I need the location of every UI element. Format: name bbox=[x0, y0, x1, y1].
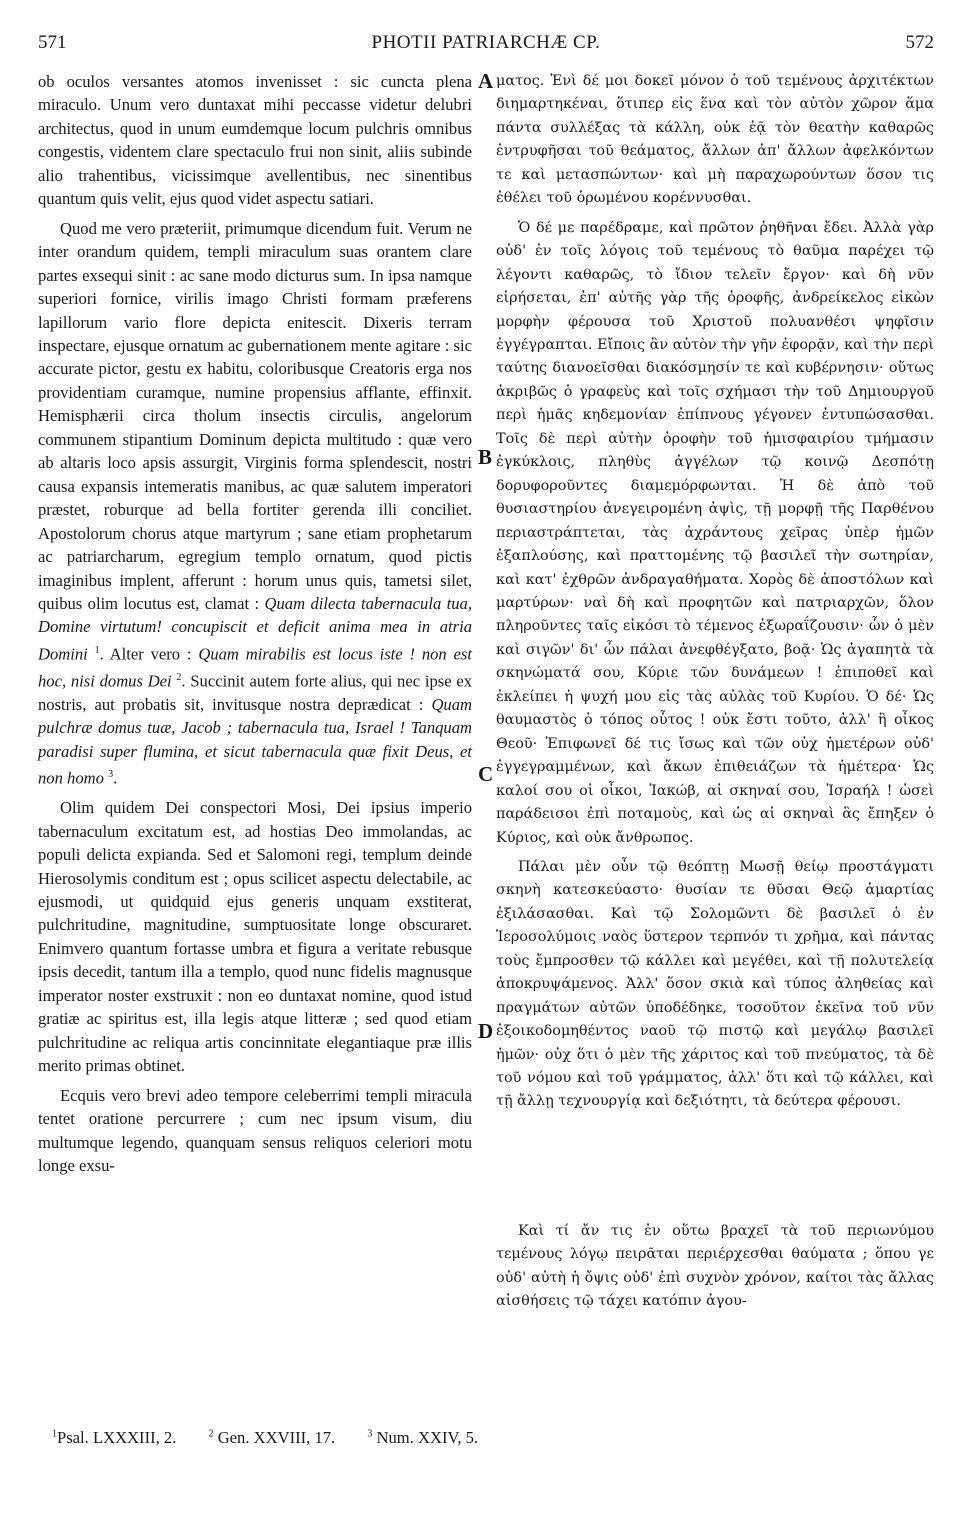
latin-paragraph-2: Quod me vero præteriit, primumque dicendum fuit. Verum ne inter orandum quidem, templi miraculum suas orantem clare partes exsequi sinit : ac sane modo dicturus sum. In ipsa namque superiori fornice, virilis imago Christi formam præferens lapillorum vario flore depicta enitescit. Dixeris terram inspectare, ejusque ornatum ac gubernationem mente agitare : sic accurate pictor, gestu ex habitu, coloribusque Creatoris erga nos providentiam curamque, numine propensius afflante, effinxit. Hemisphærii circa tholum insectis circulis, angelorum communem stipantium Dominum depicta multitudo : quæ vero ab altaris loco apsis assurgit, Virginis forma splendescit, nostri causa expansis intemeratis manibus, ac quæ salutem imperatori præstet, roburque ad bella fortiter gerenda illi conciliet. Apostolorum chorus atque martyrum ; sane etiam prophetarum ac patriarcharum, egregium templo ornatum, quod pictis imaginibus implent, afferunt : horum unus quis, tametsi silet, quibus olim locutus est, clamat : Quam dilecta tabernacula tua, Domine virtutum! concupiscit et deficit anima mea in atria Domini $^1$. Alter vero : Quam mirabilis est locus iste ! non est hoc, nisi domus Dei $^2$. Succinit autem forte alius, qui nec ipse ex nostris, aut probatis sit, invitusque nostra deprædicat : Quam pulchræ domus tuæ, Jacob ; tabernacula tua, Israel ! Tanquam paradisi super flumina, et sicut tabernacula quæ fixit Deus, et non homo $^3$. bbox=[38, 218, 473, 788]
latin-paragraph-4: Ecquis vero brevi adeo tempore celeberrimi templi miracula tentet oratione percurrere ; cum nec ipsum visum, diu multumque legendo, quanquam sensus reliquos celeriori motu longe exsu- bbox=[38, 1085, 472, 1175]
footnote-ref-3: 3 bbox=[108, 769, 114, 781]
greek-paragraph-3: Πάλαι μὲν οὖν τῷ θεόπτῃ Μωσῇ θείῳ προστάγματι σκηνὴ κατεσκεύαστο· θυσίαν τε θῦσαι Θεῷ ἁμαρτίας ἐξιλάσασθαι. Καὶ τῷ Σολομῶντι δὲ βασιλεῖ ὁ ἐν Ἱεροσολύμοις ναὸς ὕστερον τερπνόν τι χρῆμα, καὶ πάντας τοὺς ἔμπροσθεν τῷ κάλλει καὶ μεγέθει, καὶ τῇ πολυτελείᾳ ἀποκρυψάμενος. Ἀλλ' ὅσον σκιὰ καὶ τύπος ἀληθείας καὶ πραγμάτων αὐτῶν ὑποδέδηκε, τοσοῦτον ἐκεῖνα τοῦ νῦν ἐξοικοδομηθέντος ναοῦ τῷ πιστῷ καὶ μεγάλῳ βασιλεῖ ἡμῶν· οὐχ ὅτι ὁ μὲν τῆς χάριτος καὶ τοῦ πνεύματος, τὰ δὲ τοῦ νόμου καὶ τοῦ γράμματος, ἀλλ' ὅτι καὶ τῷ κάλλει, καὶ τῇ ἄλλῃ τεχνουργίᾳ καὶ δεξιότητι, τὰ δεύτερα φέρουσι. bbox=[496, 858, 934, 1110]
footnote-1: $^1$Psal. LXXXIII, 2. bbox=[52, 1428, 177, 1447]
greek-column bbox=[496, 70, 934, 1314]
psalm-quote: Quam dilecta tabernacula tua, Domine virtutum! concupiscit et deficit anima mea in atria Domini bbox=[38, 593, 473, 664]
marker-d: D bbox=[478, 1019, 494, 1043]
latin-column bbox=[38, 70, 472, 1177]
marker-b: B bbox=[478, 445, 493, 469]
running-title: PHOTII PATRIARCHÆ CP. bbox=[371, 32, 601, 53]
right-page-number: 572 bbox=[905, 32, 934, 53]
footnote-2: $^2$ Gen. XXVIII, 17. bbox=[208, 1428, 336, 1447]
greek-paragraph-4: Καὶ τί ἄν τις ἐν οὕτω βραχεῖ τὰ τοῦ περιωνύμου τεμένους λόγῳ πειρᾶται περιέρχεσθαι θαύματα ; ὅπου γε οὐδ' αὐτὴ ἡ ὄψις οὐδ' ἐπὶ συχνὸν χρόνον, καίτοι τὰς ἄλλας αἰσθήσεις τῷ τάχει κατόπιν ἀγου- bbox=[496, 1222, 934, 1310]
marker-c: C bbox=[478, 762, 494, 786]
marker-a: A bbox=[478, 69, 494, 93]
latin-paragraph-1: ob oculos versantes atomos invenisset : sic cuncta plena miraculo. Unum vero duntaxat mihi peccasse videtur delubri architectus, quod in unum eumdemque locum pulchris omnibus congestis, videntem clare spectaculo frui non sinit, aliis subinde alio trahentibus, vicissimque avellentibus, nec sinentibus quantum quis velit, ejus quod videt aspectu satiari. bbox=[38, 72, 472, 209]
greek-paragraph-1: ματος. Ἑνὶ δέ μοι δοκεῖ μόνον ὁ τοῦ τεμένους ἀρχιτέκτων διημαρτηκέναι, ὅτιπερ εἰς ἕνα καὶ τὸν αὐτὸν χῶρον ἅμα πάντα συλλέξας τὰ κάλλη, οὐκ ἐᾷ τὸν θεατὴν καθαρῶς ἐντρυφῆσαι τοῦ θεάματος, ἄλλων ἀπ' ἄλλων ἀφελκόντων τε καὶ μετασπώντων· καὶ μὴ παραχωρούντων ὅσον τις ἐθέλει τοῦ ὁρωμένου κορέννυσθαι. bbox=[496, 73, 934, 207]
latin-paragraph-3: Olim quidem Dei conspectori Mosi, Dei ipsius imperio tabernaculum excitatum est, ad hostias Deo immolandas, ac populi delicta expianda. Sed et Salomoni regi, templum deinde Hierosolymis conditum est ; opus scilicet aspectu delectabile, ac ejusmodi, ut quidquid ejus generis unquam exstiterat, pulchritudine, magnitudine, sumptuositate longe obscuraret. Enimvero quantum fortasse umbra et figura a veritate rebusque ipsis decedit, tantum illa a templo, quod nunc fidelis magnusque imperator noster exstruxit : non eo duntaxat nomine, quod istud gratiæ ac spiritus est, illa legis atque litteræ ; sed quod etiam pulchritudine ac reliqua artis concinnitate elegantiaque præ illis merito primas obtinet. bbox=[38, 798, 472, 1076]
footnotes bbox=[52, 1428, 652, 1448]
left-page-number: 571 bbox=[38, 32, 67, 53]
running-header bbox=[38, 32, 934, 60]
footnote-ref-1: 1 bbox=[94, 644, 100, 656]
footnote-3: $^3$ Num. XXIV, 5. bbox=[367, 1428, 479, 1447]
footnote-ref-2: 2 bbox=[176, 671, 182, 683]
genesis-quote: Quam mirabilis est locus iste ! non est hoc, nisi domus Dei bbox=[38, 644, 472, 691]
numbers-quote: Quam pulchræ domus tuæ, Jacob ; tabernacula tua, Israel ! Tanquam paradisi super flumina, et sicut tabernacula quæ fixit Deus, et non homo bbox=[38, 694, 472, 788]
greek-paragraph-2: Ὁ δέ με παρέδραμε, καὶ πρῶτον ῥηθῆναι ἔδει. Ἀλλὰ γὰρ οὐδ' ἐν τοῖς λόγοις τοῦ τεμένους τὸ θαῦμα παρέχει τῷ λέγοντι καθαρῶς, τὸ ἴδιον τελεῖν ἔργον· καὶ δὴ νῦν εἰρήσεται, ἐπ' αὐτῆς γὰρ τῆς ὀροφῆς, ἀνδρείκελος εἰκὼν μορφὴν φέρουσα τοῦ Χριστοῦ πολυανθέσι ψηφῖσιν ἐγγέγραπται. Εἴποις ἂν αὐτὸν τὴν γῆν ἐφορᾷν, καὶ τὴν περὶ ταύτης διανοεῖσθαι διακόσμησίν τε καὶ κυβέρνησιν· οὕτως ἀκριβῶς ὁ γραφεὺς καὶ τοῖς σχήμασι τὴν τοῦ Δημιουργοῦ περὶ ἡμᾶς κηδεμονίαν ἐπίπνους γέγονεν ἐντυπώσασθαι. Τοῖς δὲ περὶ αὐτὴν ὀροφὴν τοῦ ἡμισφαιρίου τμήμασιν ἐγκύκλοις, πληθὺς ἀγγέλων τῷ κοινῷ Δεσπότῃ δορυφοροῦντες διαμεμόρφωνται. Ἡ δὲ ἀπὸ τοῦ θυσιαστηρίου ἀνεγειρομένη ἀψὶς, τῇ μορφῇ τῆς Παρθένου περιαστράπτεται, τὰς ἀχράντους χεῖρας ὑπὲρ ἡμῶν ἐξαπλούσης, καὶ πραττομένης τῷ βασιλεῖ τὴν σωτηρίαν, καὶ κατ' ἐχθρῶν ἀνδραγαθήματα. Χορὸς δὲ ἀποστόλων καὶ μαρτύρων· ναὶ δὴ καὶ προφητῶν καὶ πατριαρχῶν, ὅλον πληροῦντες ταῖς εἰκόσι τὸ τέμενος ἐξωραΐζουσιν· ὧν ὁ μὲν καὶ σιγῶν' δι' ὧν πάλαι ἀνεφθέγξατο, βοᾷ· Ὡς ἀγαπητὰ τὰ σκηνώματά σου, Κύριε τῶν δυνάμεων ! ἐπιποθεῖ καὶ ἐκλείπει ἡ ψυχή μου εἰς τὰς αὐλὰς τοῦ Κυρίου. Ὁ δέ· Ὡς θαυμαστὸς ὁ τόπος οὗτος ! οὐκ ἔστι τοῦτο, ἀλλ' ἢ οἶκος Θεοῦ· Ἐπιφωνεῖ δέ τις ἴσως καὶ τῶν οὐχ ἡμετέρων οὐδ' ἐγγεγραμμένων, καὶ ἄκων ἐπιθειάζων τὰ ἡμέτερα· Ὡς καλοί σου οἱ οἶκοι, Ἰακώβ, αἱ σκηναί σου, Ἰσραήλ ! ὡσεὶ παράδεισοι ἐπὶ ποταμοὺς, καὶ ὡς αἱ σκηναὶ ἃς ἔπηξεν ὁ Κύριος, καὶ οὐκ ἄνθρωπος. bbox=[496, 219, 934, 846]
